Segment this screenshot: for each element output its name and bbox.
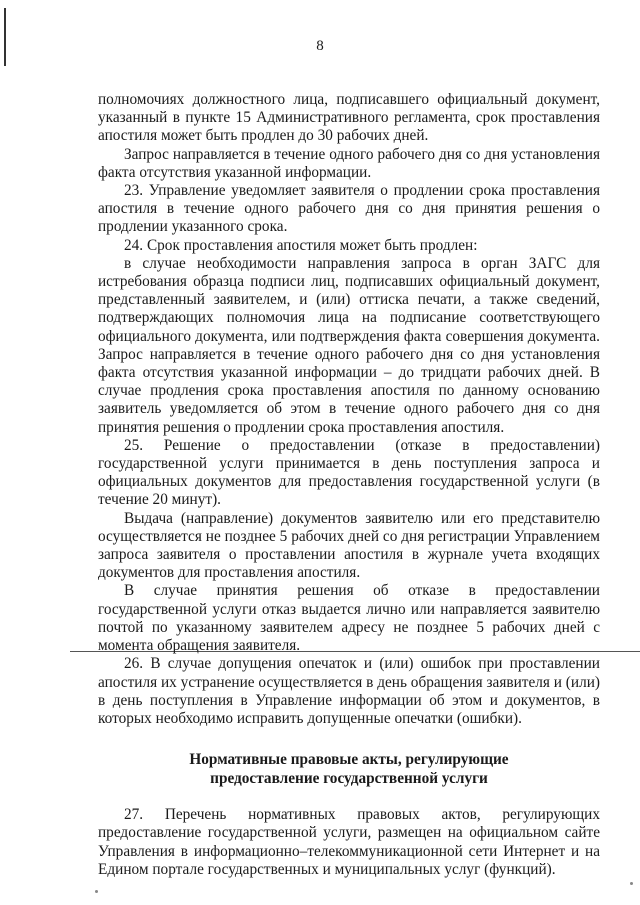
paragraph-27: 27. Перечень нормативных правовых актов, регулирующих предоставление государственной услуги, размещен на официальном сайте Управления в информационно–телекоммуникационной сети Интернет и на Едином портале государственных и муниципальных услуг (функций).	[98, 806, 600, 878]
scan-dot	[630, 882, 633, 885]
scan-dot	[95, 890, 98, 893]
paragraph: Запрос направляется в течение одного рабочего дня со дня установления факта отсутствия указанной информации.	[98, 145, 600, 181]
page-number: 8	[316, 38, 324, 54]
paragraph: в случае необходимости направления запроса в орган ЗАГС для истребования образца подписи лиц, подписавших официальный документ, представленный заявителем, и (или) оттиска печати, а также сведений, подтверждающих полномочия лица на подписание соответствующего официального документа, или подтверждения факта совершения документа. Запрос направляется в течение одного рабочего дня со дня установления факта отсутствия указанной информации – до тридцати рабочих дней. В случае продления срока проставления апостиля по данному основанию заявитель уведомляется об этом в течение одного рабочего дня со дня принятия решения о продлении срока проставления апостиля.	[98, 254, 600, 436]
section-heading-line: предоставление государственной услуги	[210, 770, 488, 788]
paragraph-26: 26. В случае допущения опечаток и (или) ошибок при проставлении апостиля их устранение осуществляется в день обращения заявителя и (или) в день поступления в Управление информации об этом и документов, в которых необходимо исправить допущенные опечатки (ошибки).	[98, 655, 600, 727]
section-heading-line: Нормативные правовые акты, регулирующие	[189, 751, 509, 769]
paragraph: В случае принятия решения об отказе в предоставлении государственной услуги отказ выдается лично или направляется заявителю почтой по указанному заявителем адресу не позднее 5 рабочих дней с момента обращения заявителя.	[98, 582, 600, 655]
paragraph-24: 24. Срок проставления апостиля может быть продлен:	[124, 236, 478, 254]
margin-rule	[4, 8, 6, 66]
document-body	[98, 91, 600, 879]
paragraph-25: 25. Решение о предоставлении (отказе в предоставлении) государственной услуги принимается в день поступления запроса и официальных документов для предоставления государственной услуги (в течение 20 минут).	[98, 436, 600, 509]
section-heading	[98, 750, 600, 788]
paragraph: Выдача (направление) документов заявителю или его представителю осуществляется не позднее 5 рабочих дней со дня регистрации Управлением запроса заявителя о проставлении апостиля в журнале учета входящих документов для проставления апостиля.	[98, 509, 600, 582]
paragraph: полномочиях должностного лица, подписавшего официальный документ, указанный в пункте 15 Административного регламента, срок проставления апостиля может быть продлен до 30 рабочих дней.	[98, 91, 600, 145]
paragraph-23: 23. Управление уведомляет заявителя о продлении срока проставления апостиля в течение одного рабочего дня со дня принятия решения о продлении указанного срока.	[98, 182, 600, 236]
